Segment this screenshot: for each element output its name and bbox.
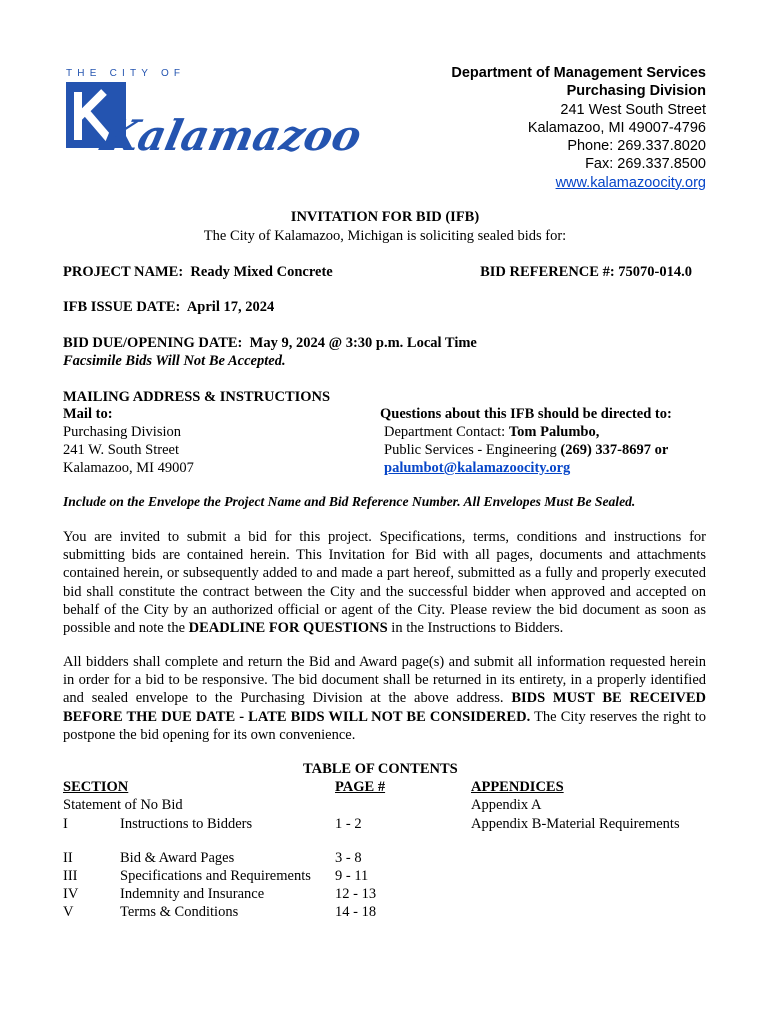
toc-row-name: Terms & Conditions	[120, 904, 239, 920]
toc-row-pages: 9 - 11	[335, 868, 369, 884]
project-name	[63, 263, 333, 281]
phone-number: Phone: 269.337.8020	[567, 138, 706, 155]
toc-row-num: IV	[63, 886, 79, 902]
contact-email-link[interactable]: palumbot@kalamazoocity.org	[384, 460, 571, 476]
street-address: 241 West South Street	[560, 101, 706, 118]
logo-name: Kalamazoo	[96, 111, 366, 161]
division-name: Purchasing Division	[566, 83, 706, 100]
toc-row-name: Indemnity and Insurance	[120, 886, 265, 902]
paragraph1-bold: DEADLINE FOR QUESTIONS	[188, 620, 388, 637]
city-state-zip: Kalamazoo, MI 49007-4796	[527, 119, 706, 136]
toc-row-pages: 14 - 18	[335, 904, 377, 920]
toc-row-pages: 1 - 2	[335, 816, 362, 832]
toc-row-name: Specifications and Requirements	[120, 868, 311, 884]
toc-no-bid: Statement of No Bid	[63, 797, 183, 813]
fax-note: Facsimile Bids Will Not Be Accepted.	[63, 353, 286, 369]
envelope-note: Include on the Envelope the Project Name and Bid Reference Number. All Envelopes Must Be Sealed.	[63, 494, 636, 509]
department-block	[451, 64, 706, 192]
toc-page-header: PAGE #	[335, 779, 386, 795]
questions-heading: Questions about this IFB should be directed to:	[380, 406, 672, 422]
document-subtitle: The City of Kalamazoo, Michigan is soliciting sealed bids for:	[203, 228, 567, 244]
paragraph2-bold: BIDS MUST BE RECEIVED BEFORE THE DUE DATE - LATE BIDS WILL NOT BE CONSIDERED.	[63, 690, 706, 725]
contact-dept: Public Services - Engineering	[384, 442, 557, 458]
appendix-b: Appendix B-Material Requirements	[471, 816, 680, 832]
due-date	[63, 334, 477, 352]
toc-row-name: Instructions to Bidders	[120, 816, 253, 832]
toc-row-num: III	[63, 868, 78, 884]
paragraph1-tail: in the Instructions to Bidders.	[391, 620, 564, 637]
project-name-label: PROJECT NAME:	[63, 264, 184, 280]
website-link[interactable]: www.kalamazoocity.org	[555, 174, 706, 191]
toc-row-pages: 3 - 8	[335, 850, 362, 866]
questions-email-line	[384, 459, 570, 477]
bid-reference-label: BID REFERENCE #:	[480, 264, 615, 280]
toc-title: TABLE OF CONTENTS	[303, 761, 458, 777]
department-name: Department of Management Services	[451, 65, 706, 81]
toc-row-num: V	[63, 904, 74, 920]
due-date-value: May 9, 2024 @ 3:30 p.m. Local Time	[249, 335, 477, 351]
invitation-paragraph	[63, 528, 706, 637]
city-logo	[64, 68, 366, 180]
paragraph2-tail: The City reserves the right to postpone the bid opening for its own convenience.	[63, 708, 706, 743]
issue-date-label: IFB ISSUE DATE:	[63, 299, 181, 315]
questions-contact	[384, 423, 599, 441]
toc-row-name: Bid & Award Pages	[120, 850, 235, 866]
toc-row-num: I	[63, 816, 68, 832]
bid-reference	[480, 263, 692, 281]
bidders-paragraph	[63, 653, 706, 744]
fax-number: Fax: 269.337.8500	[585, 156, 706, 173]
mail-to-label: Mail to:	[63, 406, 113, 422]
toc-row-pages: 12 - 13	[335, 886, 377, 902]
logo-top-text: THE CITY OF	[66, 68, 186, 79]
paragraph1-text: You are invited to submit a bid for this project. Specifications, terms, conditions and instructions for submitting bids are contained herein. This Invitation for Bid with all pages, documents and attachments contained herein, or subsequently added to and made a part hereof, submitted as a fully and properly executed bid shall constitute the contract between the City and the successful bidder when approved and accepted on behalf of the City by an authorized official or agent of the City. Please review the bid document as soon as possible and note the	[63, 529, 706, 637]
project-name-value: Ready Mixed Concrete	[190, 264, 333, 280]
kalamazoo-logo-mark	[64, 80, 366, 180]
issue-date	[63, 298, 274, 316]
due-date-label: BID DUE/OPENING DATE:	[63, 335, 243, 351]
bid-reference-value: 75070-014.0	[618, 264, 692, 280]
mailing-heading: MAILING ADDRESS & INSTRUCTIONS	[63, 389, 331, 405]
toc-section-header: SECTION	[63, 779, 129, 795]
contact-phone: (269) 337-8697 or	[560, 442, 669, 458]
contact-name: Tom Palumbo,	[508, 424, 600, 440]
paragraph2-text: All bidders shall complete and return the Bid and Award page(s) and submit all information requested herein in order for a bid to be responsive. The bid document shall be returned in its entirety, in a properly identified and sealed envelope to the Purchasing Division at the above address.	[63, 654, 706, 707]
issue-date-value: April 17, 2024	[186, 299, 275, 315]
toc-appendices-header: APPENDICES	[471, 779, 564, 795]
mailing-line-2: 241 W. South Street	[63, 442, 180, 458]
contact-label: Department Contact:	[384, 424, 506, 440]
mailing-line-1: Purchasing Division	[63, 424, 182, 440]
mailing-line-3: Kalamazoo, MI 49007	[63, 460, 194, 476]
toc-row-num: II	[63, 850, 73, 866]
document-title: INVITATION FOR BID (IFB)	[290, 209, 480, 225]
questions-dept	[384, 441, 668, 459]
appendix-a: Appendix A	[471, 797, 542, 813]
